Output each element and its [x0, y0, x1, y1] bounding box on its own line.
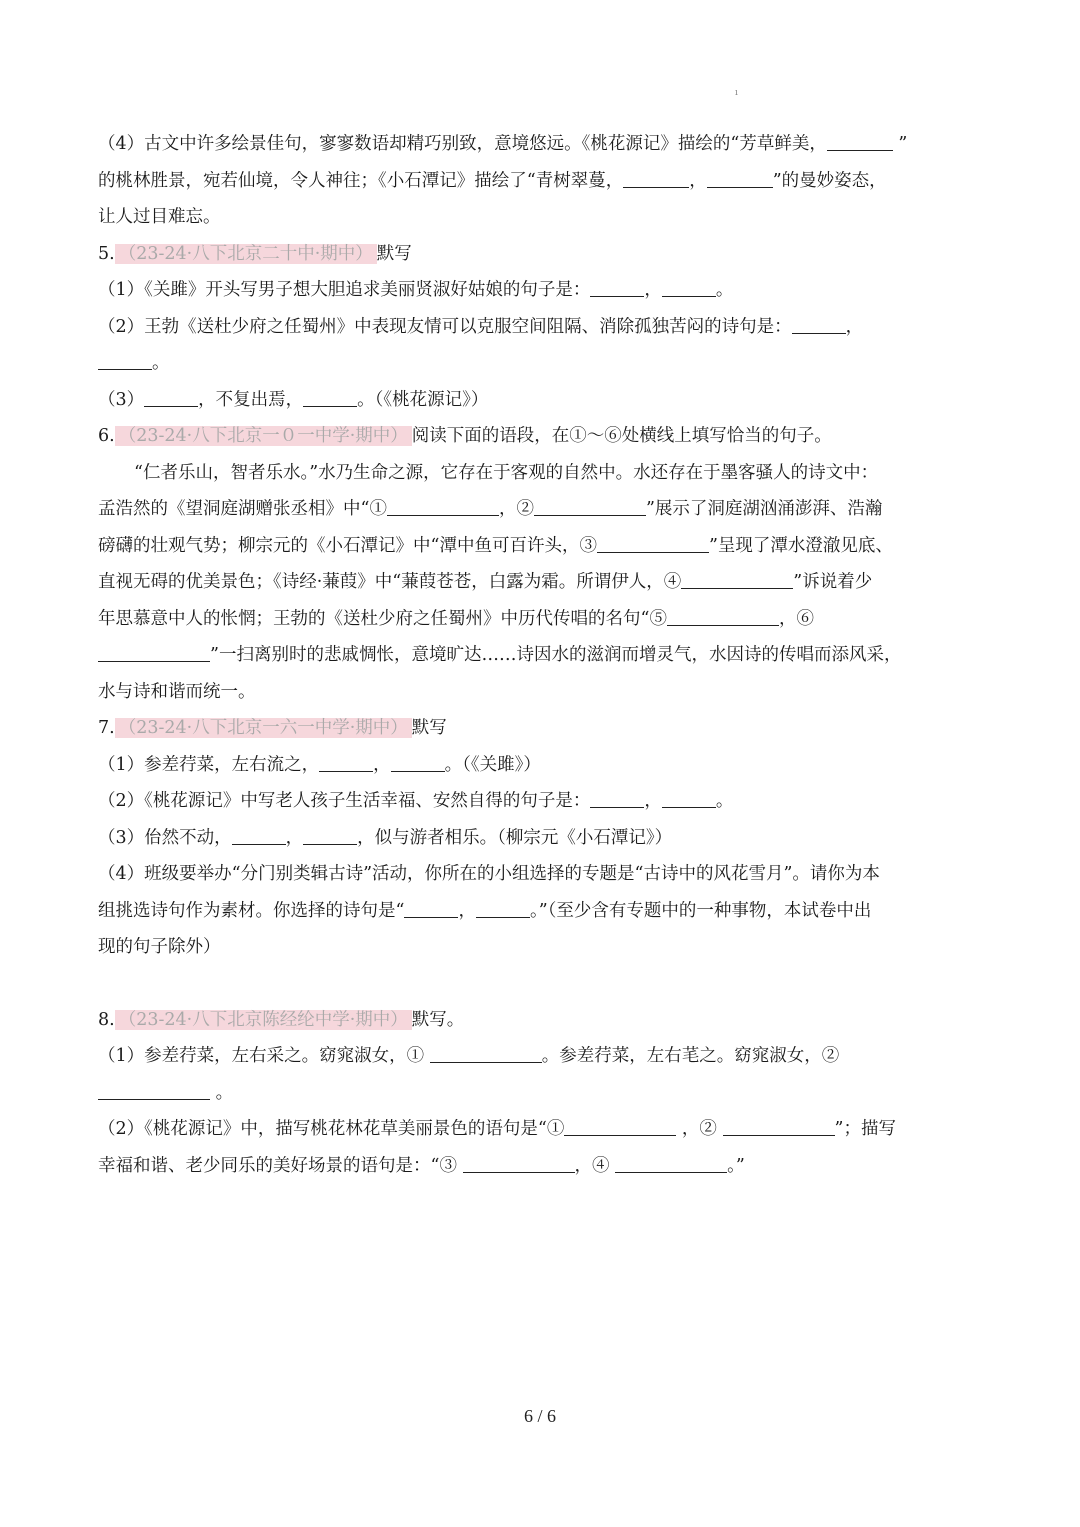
- answer-blank[interactable]: [564, 1115, 676, 1136]
- answer-blank[interactable]: [534, 495, 646, 516]
- answer-blank[interactable]: [476, 897, 530, 918]
- q8-heading: 8. （23-24·八下北京陈经纶中学·期中） 默写。: [98, 1009, 465, 1030]
- answer-blank[interactable]: [144, 386, 198, 407]
- q7-sub2: （2）《桃花源记》中写老人孩子生活幸福、安然自得的句子是： ， 。: [98, 783, 988, 820]
- q5-sub3: （3） ，不复出焉， 。（《桃花源记》）: [98, 382, 988, 419]
- answer-blank[interactable]: [792, 313, 846, 334]
- answer-blank[interactable]: [667, 605, 779, 626]
- answer-blank[interactable]: [623, 167, 689, 188]
- q6-heading: 6. （23-24·八下北京一０一中学·期中） 阅读下面的语段，在①～⑥处横线上填写恰当的句子。: [98, 426, 832, 446]
- source-tag: （23-24·八下北京陈经纶中学·期中）: [115, 1010, 412, 1030]
- q8-sub1-line1: （1）参差荇菜，左右采之。窈窕淑女，① 。参差荇菜，左右芼之。窈窕淑女，②: [98, 1038, 988, 1075]
- answer-blank[interactable]: [232, 824, 286, 845]
- answer-blank[interactable]: [463, 1152, 575, 1173]
- answer-blank[interactable]: [615, 1152, 727, 1173]
- q6-para-line2: 孟浩然的《望洞庭湖赠张丞相》中“① ，② ”展示了洞庭湖汹涌澎湃、浩瀚: [98, 491, 988, 528]
- answer-blank[interactable]: [387, 495, 499, 516]
- answer-blank[interactable]: [597, 532, 709, 553]
- q6-para-line1: “仁者乐山，智者乐水。”水乃生命之源，它存在于客观的自然中。水还存在于墨客骚人的诗文中：: [134, 462, 879, 483]
- answer-blank[interactable]: [404, 897, 458, 918]
- q8-sub2-line1: （2）《桃花源记》中，描写桃花林花草美丽景色的语句是“① ，② ”；描写: [98, 1111, 988, 1148]
- answer-blank[interactable]: [662, 276, 716, 297]
- answer-blank[interactable]: [98, 1079, 210, 1100]
- answer-blank[interactable]: [98, 349, 152, 370]
- source-tag: （23-24·八下北京一六一中学·期中）: [115, 718, 412, 738]
- q7-sub4-line3: 现的句子除外）: [98, 937, 221, 957]
- answer-blank[interactable]: [827, 130, 893, 151]
- q8-sub1-line2: 。: [98, 1075, 988, 1112]
- q7-sub3: （3）佁然不动， ， ，似与游者相乐。（柳宗元《小石潭记》）: [98, 820, 988, 857]
- answer-blank[interactable]: [98, 641, 210, 662]
- answer-blank[interactable]: [707, 167, 773, 188]
- answer-blank[interactable]: [319, 751, 373, 772]
- answer-blank[interactable]: [681, 568, 793, 589]
- q5-heading: 5. （23-24·八下北京二十中·期中） 默写: [98, 243, 412, 264]
- q5-sub2: （2）王勃《送杜少府之任蜀州》中表现友情可以克服空间阻隔、消除孤独苦闷的诗句是： ，: [98, 309, 988, 346]
- section-gap: [98, 966, 988, 1002]
- q7-sub1: （1）参差荇菜，左右流之， ， 。（《关雎》）: [98, 747, 988, 784]
- answer-blank[interactable]: [391, 751, 445, 772]
- q6-para-line7: 水与诗和谐而统一。: [98, 681, 256, 702]
- header-tick-mark: ı: [735, 88, 738, 98]
- source-tag: （23-24·八下北京二十中·期中）: [115, 244, 377, 264]
- answer-blank[interactable]: [723, 1115, 835, 1136]
- q6-para-line6: ”一扫离别时的悲戚惆怅，意境旷达……诗因水的滋润而增灵气，水因诗的传唱而添风采，: [98, 637, 988, 674]
- q6-para-line4: 直视无碍的优美景色；《诗经·蒹葭》中“蒹葭苍苍，白露为霜。所谓伊人，④ ”诉说着少: [98, 564, 988, 601]
- q8-sub2-line2: 幸福和谐、老少同乐的美好场景的语句是：“③ ，④ 。”: [98, 1148, 988, 1185]
- q4-sub4-line2: 的桃林胜景，宛若仙境，令人神往；《小石潭记》描绘了“青树翠蔓， ， ”的曼妙姿态，: [98, 163, 988, 200]
- source-tag: （23-24·八下北京一０一中学·期中）: [115, 426, 412, 446]
- q5-sub1: （1）《关雎》开头写男子想大胆追求美丽贤淑好姑娘的句子是： ， 。: [98, 272, 988, 309]
- answer-blank[interactable]: [662, 787, 716, 808]
- q4-sub4-line3: 让人过目难忘。: [98, 207, 221, 227]
- q4-sub4-line1: （4）古文中许多绘景佳句，寥寥数语却精巧别致，意境悠远。《桃花源记》描绘的“芳草鲜美， ”: [98, 126, 988, 163]
- answer-blank[interactable]: [590, 787, 644, 808]
- q6-para-line3: 磅礴的壮观气势；柳宗元的《小石潭记》中“潭中鱼可百许头，③ ”呈现了潭水澄澈见底、: [98, 528, 988, 565]
- answer-blank[interactable]: [303, 824, 357, 845]
- answer-blank[interactable]: [303, 386, 357, 407]
- q7-heading: 7. （23-24·八下北京一六一中学·期中） 默写: [98, 718, 447, 738]
- answer-blank[interactable]: [430, 1042, 542, 1063]
- page-number: 6 / 6: [523, 1406, 556, 1426]
- q7-sub4-line1: （4）班级要举办“分门别类辑古诗”活动，你所在的小组选择的专题是“古诗中的风花雪月”。请你为本: [98, 864, 880, 884]
- q7-sub4-line2: 组挑选诗句作为素材。你选择的诗句是“ ， 。”（至少含有专题中的一种事物，本试卷中出: [98, 893, 988, 930]
- q5-sub2-cont: 。: [98, 345, 988, 382]
- answer-blank[interactable]: [590, 276, 644, 297]
- q6-para-line5: 年思慕意中人的怅惘；王勃的《送杜少府之任蜀州》中历代传唱的名句“⑤ ，⑥: [98, 601, 988, 638]
- question-content: [98, 126, 988, 1184]
